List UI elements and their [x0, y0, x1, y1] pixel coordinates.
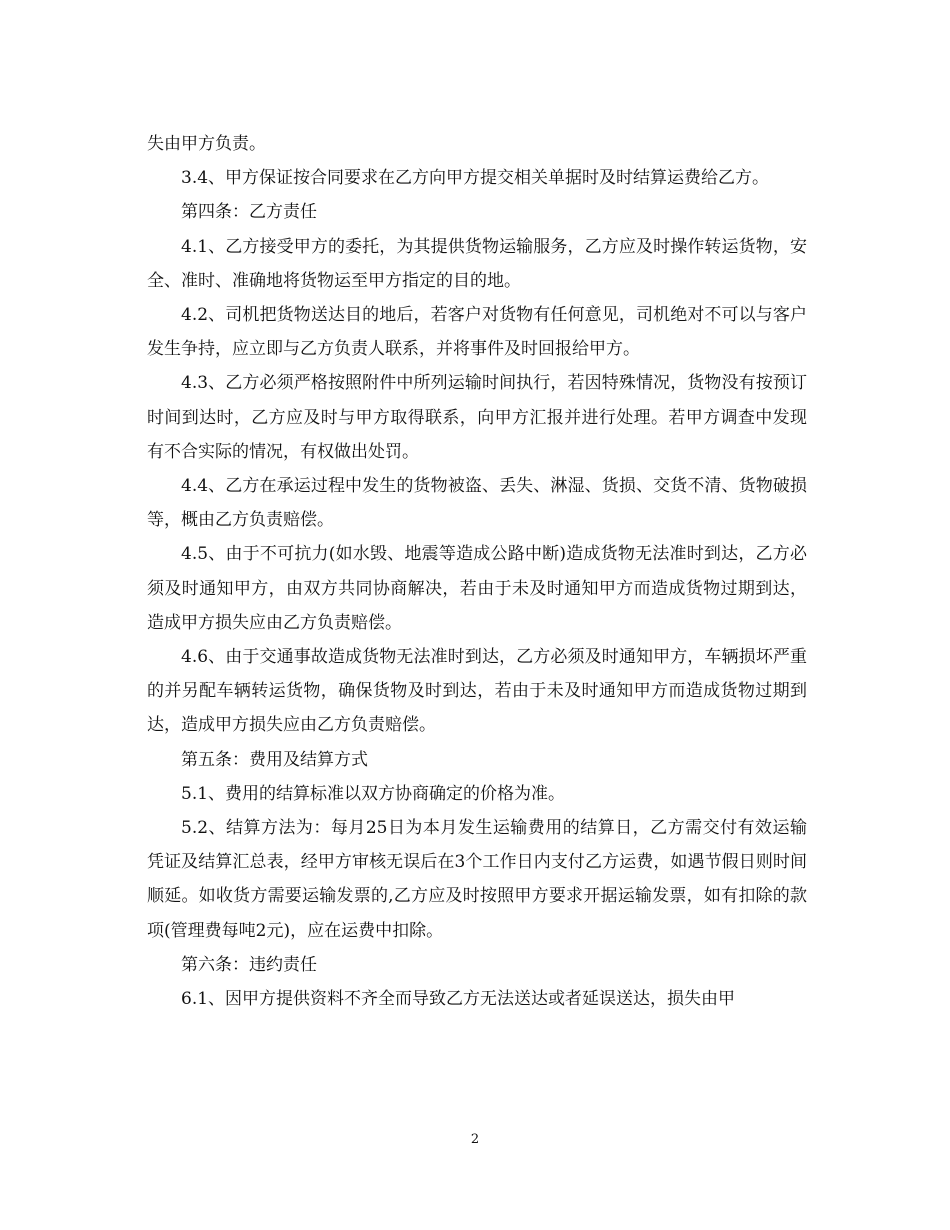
clause-4-3: 4.3、乙方必须严格按照附件中所列运输时间执行，若因特殊情况，货物没有按预订时间到达时，乙方应及时与甲方取得联系，向甲方汇报并进行处理。若甲方调查中发现有不合实际的情况，有权做出处罚。 [147, 373, 807, 462]
clause-4-6: 4.6、由于交通事故造成货物无法准时到达，乙方必须及时通知甲方，车辆损坏严重的并另配车辆转运货物，确保货物及时到达，若由于未及时通知甲方而造成货物过期到达，造成甲方损失应由乙方负责赔偿。 [147, 647, 807, 736]
clause-4-2: 4.2、司机把货物送达目的地后，若客户对货物有任何意见，司机绝对不可以与客户发生争持，应立即与乙方负责人联系，并将事件及时回报给甲方。 [147, 305, 807, 360]
clause-4-1: 4.1、乙方接受甲方的委托，为其提供货物运输服务，乙方应及时操作转运货物，安全、准时、准确地将货物运至甲方指定的目的地。 [147, 236, 807, 291]
clause-6-1: 6.1、因甲方提供资料不齐全而导致乙方无法送达或者延误送达，损失由甲 [181, 989, 736, 1010]
clause-3-4: 3.4、甲方保证按合同要求在乙方向甲方提交相关单据时及时结算运费给乙方。 [181, 168, 770, 189]
body-text [147, 127, 807, 1016]
paragraph: 失由甲方负责。 [147, 134, 266, 154]
section-heading-article-5: 第五条：费用及结算方式 [181, 749, 368, 770]
section-heading-article-6: 第六条：违约责任 [181, 954, 317, 975]
section-heading-article-4: 第四条：乙方责任 [181, 202, 317, 223]
clause-5-1: 5.1、费用的结算标准以双方协商确定的价格为准。 [181, 783, 566, 804]
clause-5-2: 5.2、结算方法为：每月25日为本月发生运输费用的结算日，乙方需交付有效运输凭证及结算汇总表，经甲方审核无误后在3个工作日内支付乙方运费，如遇节假日则时间顺延。如收货方需要运输发票的,乙方应及时按照甲方要求开据运输发票，如有扣除的款项(管理费每吨2元)，应在运费中扣除。 [147, 818, 807, 941]
clause-4-5: 4.5、由于不可抗力(如水毁、地震等造成公路中断)造成货物无法准时到达，乙方必须及时通知甲方，由双方共同协商解决，若由于未及时通知甲方而造成货物过期到达，造成甲方损失应由乙方负责赔偿。 [147, 544, 807, 633]
clause-4-4: 4.4、乙方在承运过程中发生的货物被盗、丢失、淋湿、货损、交货不清、货物破损等，概由乙方负责赔偿。 [147, 476, 807, 531]
page-number: 2 [470, 1132, 480, 1147]
